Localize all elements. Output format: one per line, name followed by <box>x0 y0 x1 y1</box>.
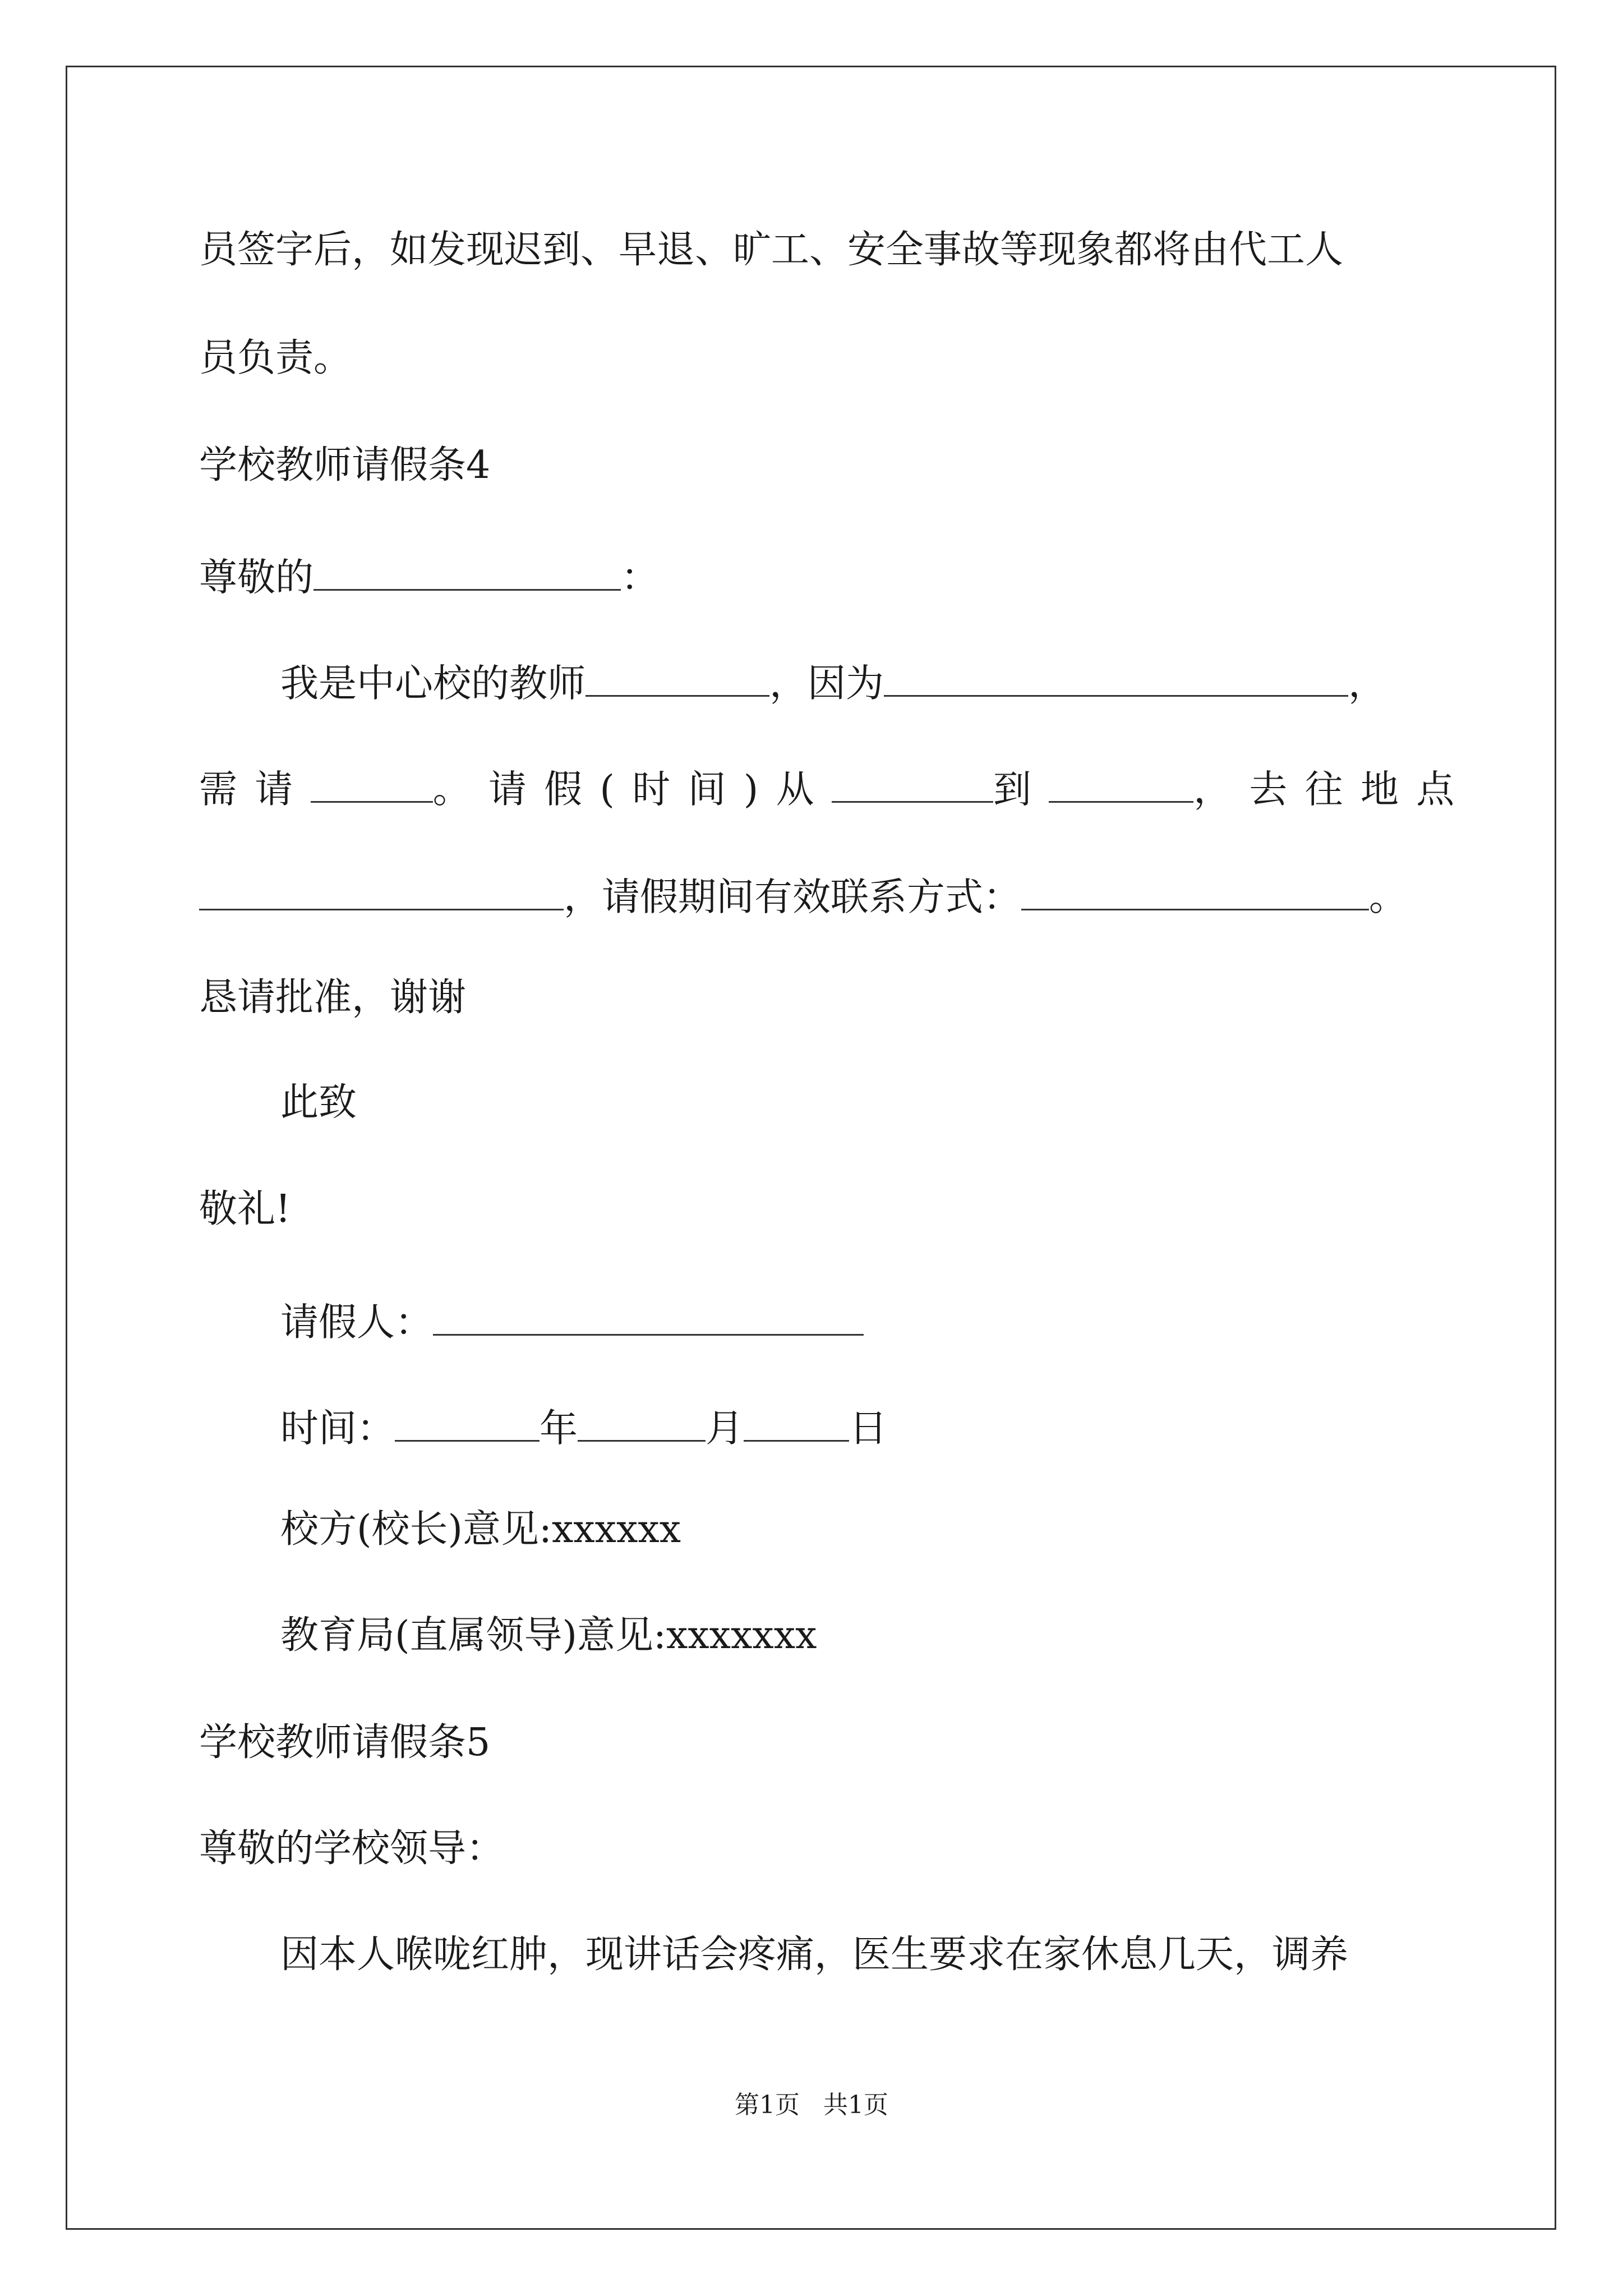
page-footer <box>0 2093 1623 2118</box>
closing-line: 此致 <box>280 1080 357 1125</box>
salutation-line-2: 尊敬的学校领导： <box>199 1826 505 1871</box>
text-line-2: 员负责。 <box>199 336 352 380</box>
applicant-line <box>280 1297 864 1345</box>
from-date-blank <box>832 765 993 803</box>
recipient-blank <box>313 553 621 591</box>
page-total: 共1页 <box>823 2091 888 2119</box>
applicant-blank <box>433 1297 864 1336</box>
month-text: 月 <box>706 1406 744 1451</box>
to-text: 到 <box>993 767 1049 812</box>
principal-opinion-line: 校方(校长)意见:xxxxxx <box>280 1507 681 1552</box>
leave-from-text: 。请假(时间)从 <box>432 767 832 812</box>
because-text: ，因为 <box>769 661 884 706</box>
month-blank <box>578 1404 706 1442</box>
body-line-1 <box>280 659 1387 706</box>
year-blank <box>395 1404 540 1442</box>
page-border <box>66 66 1556 2230</box>
reason-blank <box>884 659 1348 697</box>
regards-line: 敬礼! <box>199 1187 291 1231</box>
section-heading-4: 学校教师请假条4 <box>199 443 491 487</box>
need-text: 需请 <box>199 767 311 812</box>
salutation-line <box>199 553 660 600</box>
colon: ： <box>621 555 660 600</box>
contact-text: ，请假期间有效联系方式： <box>564 875 1022 920</box>
bureau-opinion-line: 教育局(直属领导)意见:xxxxxxx <box>280 1613 817 1658</box>
to-date-blank <box>1049 765 1193 803</box>
year-text: 年 <box>540 1406 578 1451</box>
destination-text: ，去往地点 <box>1193 767 1472 812</box>
teacher-text: 我是中心校的教师 <box>280 661 586 706</box>
destination-blank <box>199 872 564 910</box>
section-heading-5: 学校教师请假条5 <box>199 1720 491 1765</box>
day-blank <box>744 1404 849 1442</box>
teacher-name-blank <box>585 659 769 697</box>
contact-blank <box>1021 872 1369 910</box>
body-line-2 <box>199 765 1472 812</box>
applicant-label: 请假人： <box>280 1300 434 1345</box>
period: 。 <box>1369 875 1408 920</box>
body-line-4: 因本人喉咙红肿，现讲话会疼痛，医生要求在家休息几天，调养 <box>280 1932 1349 1977</box>
leave-type-blank <box>311 765 433 803</box>
date-label: 时间： <box>280 1406 395 1451</box>
date-line <box>280 1404 888 1451</box>
body-line-3 <box>199 872 1408 920</box>
day-text: 日 <box>849 1406 888 1451</box>
page-number: 第1页 <box>735 2091 800 2119</box>
salutation-text: 尊敬的 <box>199 555 314 600</box>
text-line-1: 员签字后，如发现迟到、早退、旷工、安全事故等现象都将由代工人 <box>199 228 1344 272</box>
comma: ， <box>1348 661 1387 706</box>
request-line: 恳请批准，谢谢 <box>199 976 467 1020</box>
